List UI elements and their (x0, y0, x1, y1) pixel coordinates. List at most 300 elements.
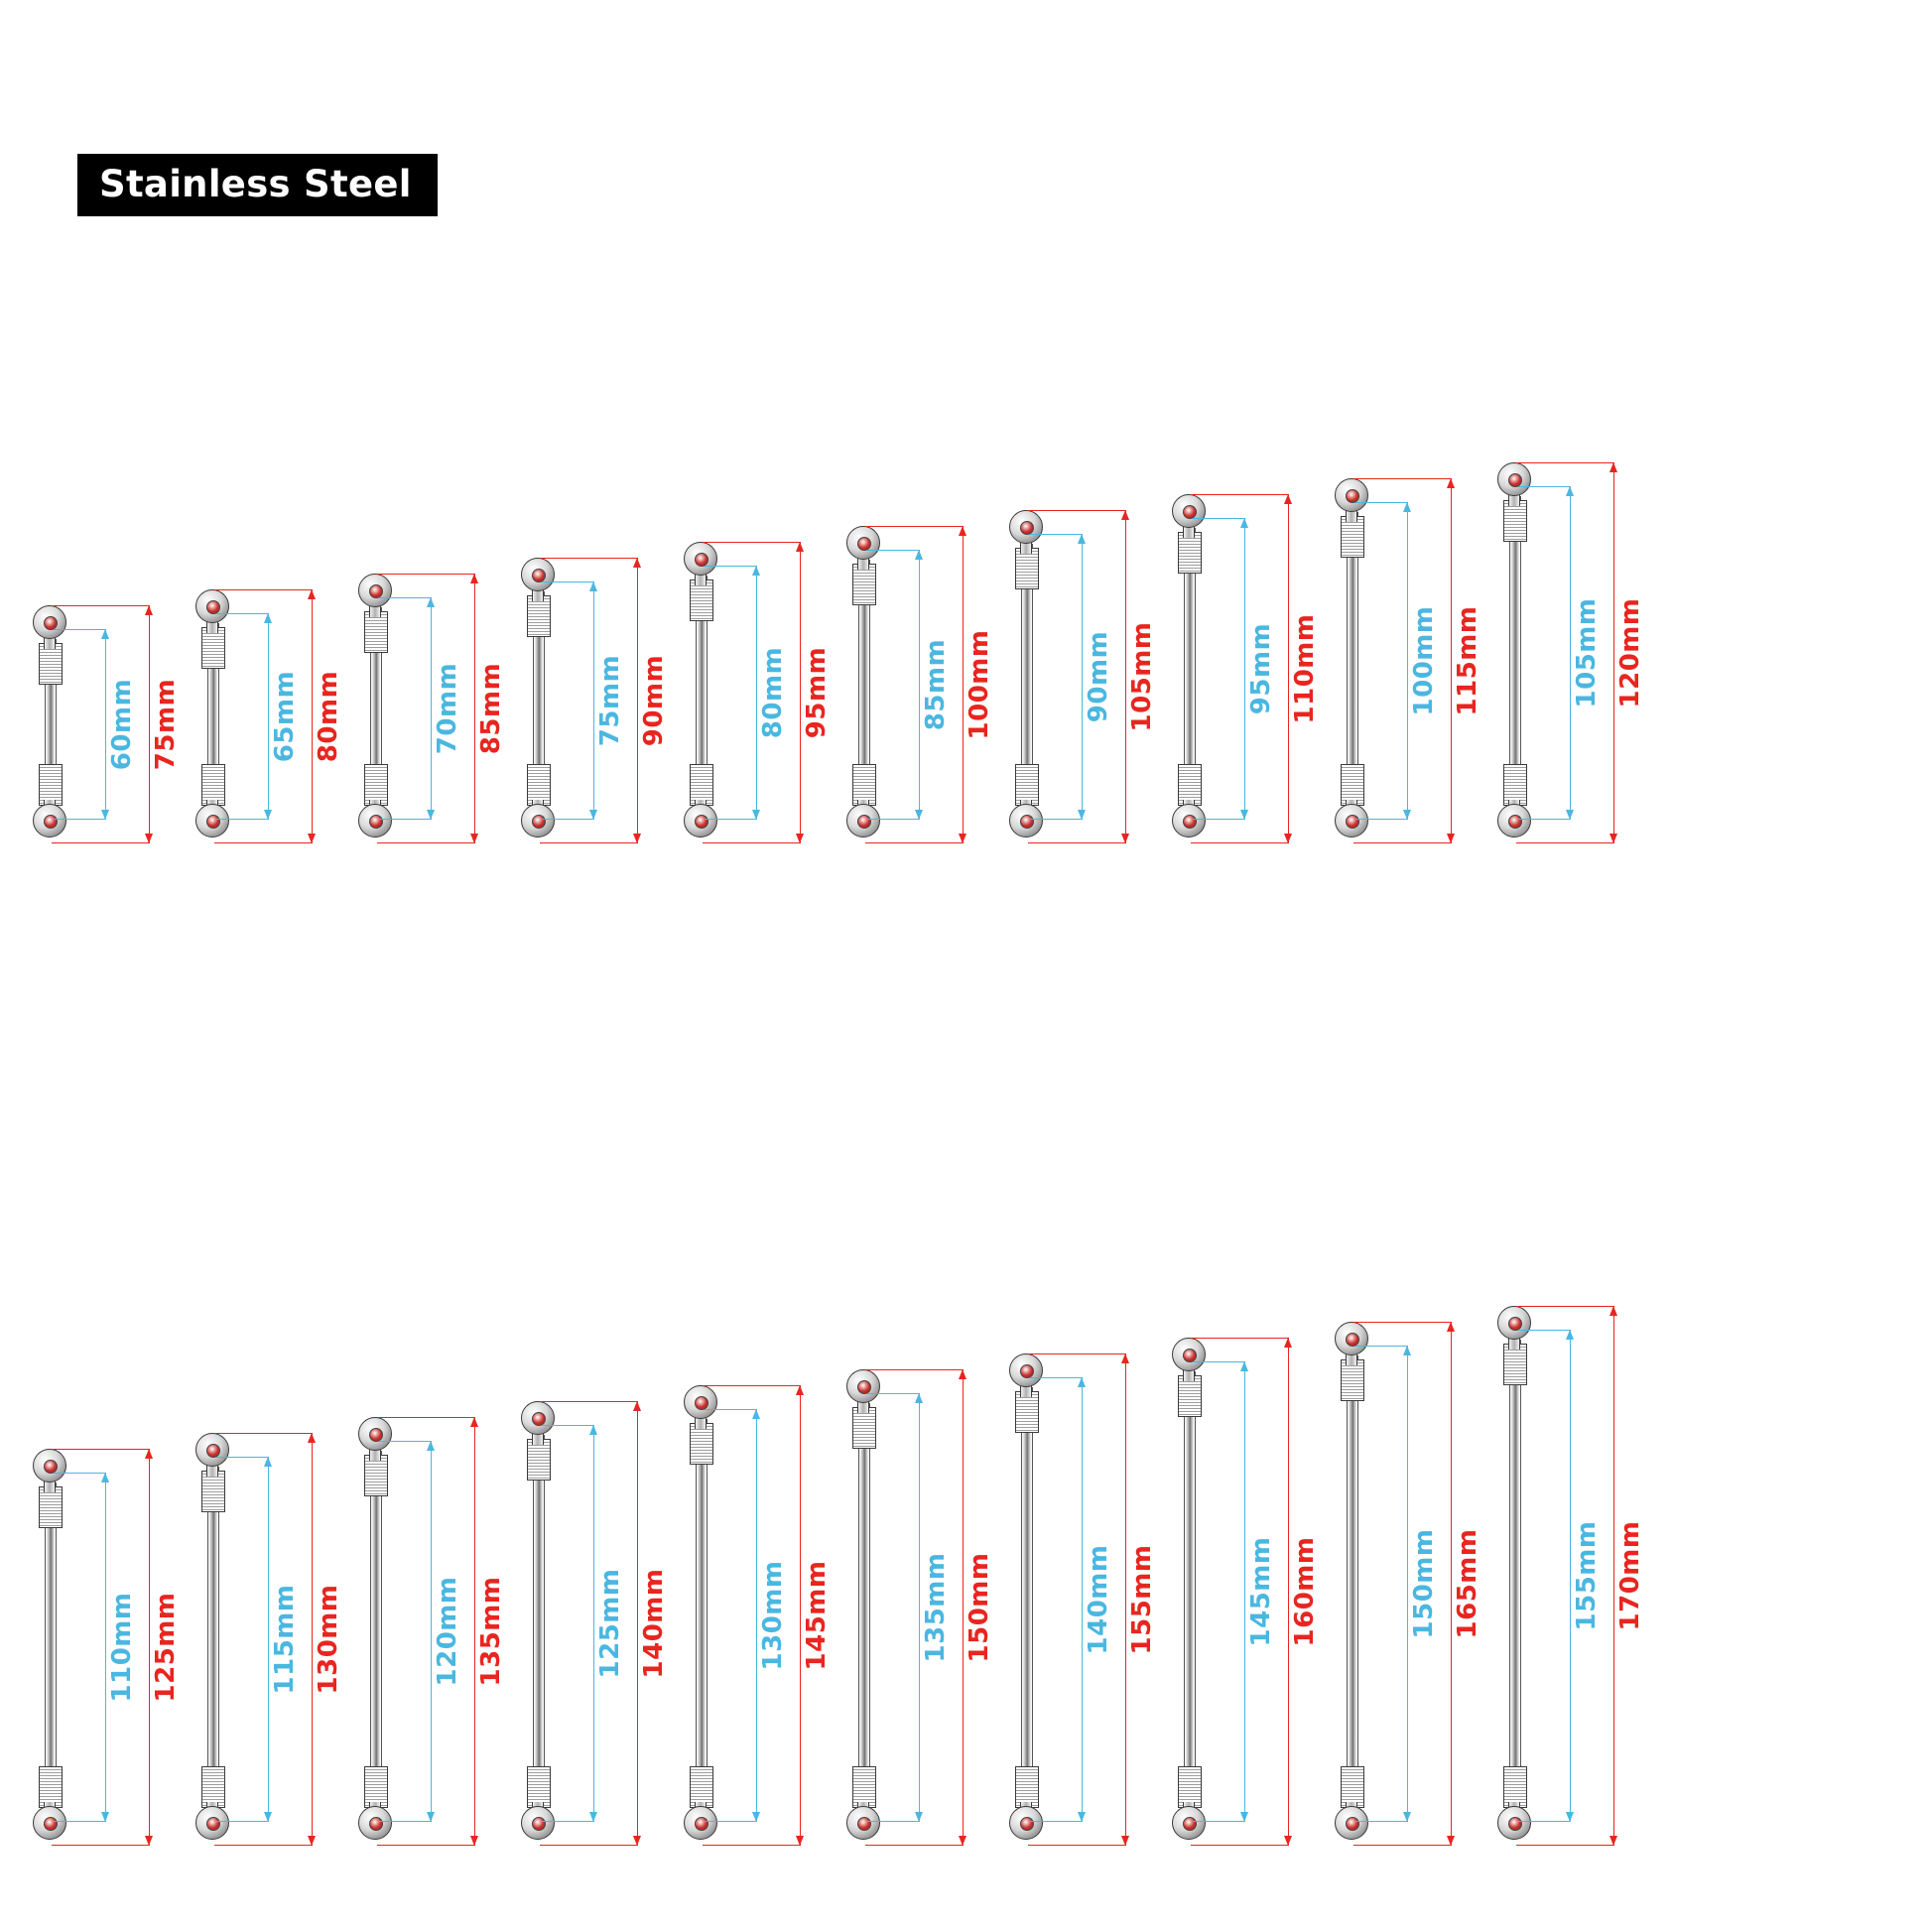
threaded-collar (364, 611, 388, 653)
turnbuckle-rod (841, 526, 887, 843)
dimension-label: 120mm (1615, 597, 1645, 708)
dimension-line (963, 526, 964, 843)
outer-dimension (1613, 462, 1647, 843)
inner-dimension (919, 550, 953, 820)
dimension-extension-line (1191, 494, 1288, 495)
eyelet-ring (1009, 804, 1043, 837)
dimension-label: 135mm (476, 1576, 506, 1687)
dimension-extension-line (377, 1845, 474, 1846)
dimension-extension-line (1191, 842, 1288, 843)
threaded-collar (1341, 1359, 1364, 1401)
dimension-extension-line (54, 629, 105, 630)
dimension-extension-line (1191, 1845, 1288, 1846)
dimension-line (1125, 510, 1126, 843)
dimension-arrow-icon (1121, 510, 1129, 520)
dimension-extension-line (1030, 1377, 1082, 1378)
inner-dimension (756, 1409, 790, 1822)
dimension-label: 160mm (1290, 1536, 1320, 1647)
ball-end-eyelet (358, 804, 394, 843)
dimension-extension-line (216, 613, 268, 614)
inner-dimension (1407, 1346, 1441, 1822)
dimension-line (149, 605, 150, 843)
pivot-ball-icon (857, 1380, 871, 1394)
pivot-ball-icon (44, 1460, 58, 1474)
turnbuckle-rod (191, 1433, 236, 1846)
dimension-extension-line (542, 581, 593, 582)
dimension-line (1613, 462, 1614, 843)
dimension-arrow-icon (470, 834, 478, 843)
dimension-arrow-icon (101, 1473, 109, 1482)
size-variant (191, 1433, 343, 1846)
dimension-label: 125mm (151, 1592, 181, 1703)
dimension-arrow-icon (470, 1836, 478, 1846)
dimension-arrow-icon (427, 810, 435, 820)
dimension-arrow-icon (1121, 1353, 1129, 1363)
outer-dimension (1288, 1338, 1322, 1846)
dimension-extension-line (379, 1441, 431, 1442)
dimension-label: 80mm (758, 646, 788, 739)
ball-end-eyelet (33, 1449, 68, 1488)
rod-shaft (858, 1403, 870, 1812)
rod-shaft (1347, 1355, 1358, 1812)
dimension-label: 135mm (921, 1552, 951, 1663)
size-variant (28, 605, 181, 843)
inner-dimension (1082, 1377, 1115, 1822)
eyelet-ring (33, 804, 66, 837)
turnbuckle-rod (516, 1401, 562, 1846)
dimension-extension-line (1516, 1845, 1613, 1846)
dimension-arrow-icon (264, 810, 272, 820)
dimension-label: 95mm (802, 646, 832, 739)
turnbuckle-rod (1330, 478, 1375, 843)
outer-dimension (474, 1417, 508, 1846)
dimension-arrow-icon (145, 834, 153, 843)
dimension-arrow-icon (1609, 462, 1617, 472)
eyelet-ring (1497, 462, 1531, 496)
dimension-arrow-icon (1240, 1812, 1248, 1822)
dimension-extension-line (705, 1821, 756, 1822)
dimension-extension-line (379, 1821, 431, 1822)
turnbuckle-rod (191, 589, 236, 843)
dimension-extension-line (705, 819, 756, 820)
eyelet-ring (684, 1806, 717, 1840)
dimension-extension-line (1028, 1845, 1125, 1846)
dimension-extension-line (52, 1845, 149, 1846)
dimension-line (1570, 1330, 1571, 1822)
dimension-arrow-icon (427, 1441, 435, 1451)
pivot-ball-icon (532, 1412, 546, 1426)
dimension-label: 150mm (965, 1552, 994, 1663)
eyelet-ring (195, 589, 229, 623)
dimension-label: 95mm (1246, 622, 1276, 715)
dimension-label: 110mm (107, 1592, 137, 1703)
turnbuckle-rod (1492, 1306, 1538, 1846)
dimension-line (105, 629, 106, 820)
dimension-arrow-icon (308, 834, 316, 843)
rod-shaft (370, 1451, 382, 1812)
ball-end-eyelet (195, 1433, 231, 1473)
pivot-ball-icon (369, 1817, 383, 1831)
eyelet-ring (521, 1806, 555, 1840)
dimension-line (312, 589, 313, 843)
dimension-arrow-icon (308, 1836, 316, 1846)
dimension-extension-line (1030, 534, 1082, 535)
turnbuckle-rod (1167, 1338, 1213, 1846)
eyelet-ring (684, 542, 717, 576)
eyelet-ring (358, 804, 392, 837)
eyelet-ring (195, 804, 229, 837)
pivot-ball-icon (1508, 1317, 1522, 1331)
dimension-arrow-icon (427, 597, 435, 607)
dimension-extension-line (214, 589, 312, 590)
turnbuckle-rod (1492, 462, 1538, 843)
dimension-arrow-icon (589, 810, 597, 820)
ball-end-eyelet (1172, 804, 1208, 843)
dimension-arrow-icon (1240, 1361, 1248, 1371)
inner-dimension (1407, 502, 1441, 820)
dimension-extension-line (377, 1417, 474, 1418)
dimension-line (756, 1409, 757, 1822)
dimension-line (268, 613, 269, 820)
pivot-ball-icon (206, 1817, 220, 1831)
eyelet-ring (684, 804, 717, 837)
dimension-extension-line (703, 842, 800, 843)
dimension-arrow-icon (1403, 502, 1411, 512)
dimension-extension-line (1193, 819, 1244, 820)
dimension-extension-line (1516, 842, 1613, 843)
dimension-line (431, 1441, 432, 1822)
threaded-collar (1503, 1344, 1527, 1385)
dimension-arrow-icon (589, 1425, 597, 1435)
dimension-arrow-icon (633, 834, 641, 843)
eyelet-ring (1335, 804, 1368, 837)
ball-end-eyelet (1335, 804, 1370, 843)
turnbuckle-rod (1330, 1322, 1375, 1846)
dimension-label: 75mm (595, 654, 625, 747)
dimension-arrow-icon (1121, 834, 1129, 843)
turnbuckle-rod (1167, 494, 1213, 843)
ball-end-eyelet (1335, 1806, 1370, 1846)
dimension-extension-line (1355, 1346, 1407, 1347)
dimension-extension-line (379, 597, 431, 598)
pivot-ball-icon (695, 1396, 708, 1410)
size-variant (1492, 1306, 1645, 1846)
dimension-arrow-icon (1284, 494, 1292, 504)
inner-dimension (105, 629, 139, 820)
pivot-ball-icon (206, 815, 220, 829)
pivot-ball-icon (206, 600, 220, 614)
outer-dimension (963, 526, 996, 843)
outer-dimension (474, 574, 508, 843)
dimension-extension-line (214, 1433, 312, 1434)
ball-end-eyelet (1009, 1806, 1045, 1846)
dimension-line (1288, 494, 1289, 843)
ball-end-eyelet (1172, 1338, 1208, 1377)
size-variant (1330, 1322, 1482, 1846)
dimension-line (474, 574, 475, 843)
dimension-line (1082, 534, 1083, 820)
ball-end-eyelet (33, 804, 68, 843)
pivot-ball-icon (1183, 815, 1197, 829)
dimension-arrow-icon (752, 1409, 760, 1419)
dimension-extension-line (1353, 478, 1451, 479)
threaded-collar (39, 1486, 63, 1528)
eyelet-ring (1497, 804, 1531, 837)
dimension-extension-line (867, 1393, 919, 1394)
threaded-collar (690, 1423, 713, 1465)
dimension-extension-line (703, 1845, 800, 1846)
outer-dimension (637, 1401, 671, 1846)
outer-dimension (1451, 478, 1484, 843)
rod-shaft (1509, 496, 1521, 810)
dimension-arrow-icon (101, 810, 109, 820)
dimension-extension-line (52, 605, 149, 606)
eyelet-ring (846, 1369, 880, 1403)
ball-end-eyelet (521, 1806, 557, 1846)
threaded-collar (852, 1407, 876, 1449)
size-variant (1004, 1353, 1157, 1846)
eyelet-ring (358, 1806, 392, 1840)
dimension-arrow-icon (264, 1812, 272, 1822)
page-title: Stainless Steel (77, 154, 438, 216)
outer-dimension (637, 558, 671, 843)
ball-end-eyelet (684, 542, 719, 581)
turnbuckle-rod (28, 1449, 73, 1846)
dimension-line (1613, 1306, 1614, 1846)
dimension-extension-line (865, 1845, 963, 1846)
pivot-ball-icon (1508, 473, 1522, 487)
size-variant (1004, 510, 1157, 843)
dimension-line (756, 566, 757, 820)
ball-end-eyelet (846, 804, 882, 843)
rod-shaft (207, 1467, 219, 1812)
pivot-ball-icon (532, 815, 546, 829)
dimension-label: 130mm (314, 1584, 343, 1695)
dimension-arrow-icon (1447, 1322, 1455, 1332)
inner-dimension (756, 566, 790, 820)
size-variant (191, 589, 343, 843)
ball-end-eyelet (195, 804, 231, 843)
turnbuckle-rod (1004, 1353, 1050, 1846)
dimension-extension-line (216, 819, 268, 820)
threaded-collar (1178, 532, 1202, 574)
inner-dimension (268, 613, 302, 820)
size-variant (1167, 1338, 1320, 1846)
dimension-extension-line (867, 819, 919, 820)
outer-dimension (149, 1449, 183, 1846)
dimension-line (919, 1393, 920, 1822)
ball-end-eyelet (521, 558, 557, 597)
inner-dimension (268, 1457, 302, 1822)
dimension-label: 105mm (1127, 621, 1157, 732)
ball-end-eyelet (358, 1417, 394, 1457)
dimension-extension-line (865, 842, 963, 843)
dimension-arrow-icon (470, 1417, 478, 1427)
dimension-arrow-icon (959, 1369, 966, 1379)
dimension-arrow-icon (796, 542, 804, 552)
ball-end-eyelet (195, 1806, 231, 1846)
size-variant (679, 542, 832, 843)
dimension-arrow-icon (752, 566, 760, 576)
dimension-line (800, 542, 801, 843)
eyelet-ring (521, 558, 555, 591)
dimension-arrow-icon (427, 1812, 435, 1822)
eyelet-ring (846, 804, 880, 837)
threaded-collar (852, 564, 876, 605)
outer-dimension (1125, 510, 1159, 843)
dimension-label: 120mm (433, 1576, 462, 1687)
dimension-label: 70mm (433, 662, 462, 755)
inner-dimension (1244, 518, 1278, 820)
rod-shaft (1021, 1387, 1033, 1812)
dimension-arrow-icon (1240, 518, 1248, 528)
dimension-label: 85mm (476, 662, 506, 755)
dimension-label: 90mm (639, 654, 669, 747)
dimension-extension-line (377, 574, 474, 575)
ball-end-eyelet (521, 804, 557, 843)
eyelet-ring (1335, 1806, 1368, 1840)
ball-end-eyelet (1497, 1806, 1533, 1846)
dimension-arrow-icon (959, 1836, 966, 1846)
dimension-extension-line (1030, 819, 1082, 820)
ball-end-eyelet (1497, 1306, 1533, 1346)
turnbuckle-rod (353, 1417, 399, 1846)
dimension-line (268, 1457, 269, 1822)
dimension-extension-line (1518, 1821, 1570, 1822)
dimension-extension-line (1191, 1338, 1288, 1339)
pivot-ball-icon (369, 815, 383, 829)
pivot-ball-icon (695, 553, 708, 567)
size-variant (353, 574, 506, 843)
ball-end-eyelet (358, 574, 394, 613)
pivot-ball-icon (857, 815, 871, 829)
dimension-line (1570, 486, 1571, 820)
dimension-arrow-icon (101, 1812, 109, 1822)
dimension-arrow-icon (470, 574, 478, 583)
size-variant (841, 526, 994, 843)
ball-end-eyelet (33, 1806, 68, 1846)
dimension-label: 60mm (107, 678, 137, 771)
outer-dimension (800, 1385, 834, 1846)
dimension-line (474, 1417, 475, 1846)
dimension-extension-line (705, 1409, 756, 1410)
dimension-arrow-icon (308, 1433, 316, 1443)
eyelet-ring (33, 1449, 66, 1482)
eyelet-ring (33, 1806, 66, 1840)
dimension-arrow-icon (1447, 478, 1455, 488)
dimension-arrow-icon (1240, 810, 1248, 820)
dimension-extension-line (865, 1369, 963, 1370)
dimension-label: 145mm (802, 1560, 832, 1671)
dimension-extension-line (1353, 1845, 1451, 1846)
dimension-arrow-icon (1403, 810, 1411, 820)
dimension-arrow-icon (1566, 810, 1574, 820)
ball-end-eyelet (1497, 804, 1533, 843)
turnbuckle-rod (516, 558, 562, 843)
dimension-arrow-icon (1403, 1812, 1411, 1822)
pivot-ball-icon (695, 815, 708, 829)
ball-end-eyelet (846, 526, 882, 566)
dimension-extension-line (703, 1385, 800, 1386)
eyelet-ring (195, 1433, 229, 1467)
dimension-arrow-icon (796, 1836, 804, 1846)
dimension-line (800, 1385, 801, 1846)
dimension-arrow-icon (633, 1401, 641, 1411)
dimension-arrow-icon (633, 1836, 641, 1846)
turnbuckle-rod (28, 605, 73, 843)
dimension-arrow-icon (915, 810, 923, 820)
dimension-extension-line (1516, 462, 1613, 463)
dimension-line (1244, 1361, 1245, 1822)
dimension-label: 125mm (595, 1568, 625, 1679)
dimension-extension-line (1193, 1821, 1244, 1822)
dimension-arrow-icon (101, 629, 109, 639)
threaded-collar (1178, 1375, 1202, 1417)
size-variant (841, 1369, 994, 1846)
dimension-extension-line (542, 1425, 593, 1426)
ball-end-eyelet (1497, 462, 1533, 502)
threaded-collar (1015, 548, 1039, 589)
pivot-ball-icon (1508, 815, 1522, 829)
dimension-extension-line (377, 842, 474, 843)
pivot-ball-icon (44, 815, 58, 829)
eyelet-ring (846, 526, 880, 560)
dimension-arrow-icon (1609, 1306, 1617, 1316)
dimension-extension-line (1518, 819, 1570, 820)
pivot-ball-icon (1508, 1817, 1522, 1831)
dimension-label: 170mm (1615, 1520, 1645, 1631)
pivot-ball-icon (1183, 505, 1197, 519)
size-variant (1330, 478, 1482, 843)
outer-dimension (312, 1433, 345, 1846)
dimension-line (963, 1369, 964, 1846)
dimension-label: 165mm (1453, 1528, 1482, 1639)
dimension-arrow-icon (1447, 1836, 1455, 1846)
ball-end-eyelet (684, 1385, 719, 1425)
dimension-extension-line (703, 542, 800, 543)
dimension-arrow-icon (1609, 834, 1617, 843)
size-variant (516, 558, 669, 843)
pivot-ball-icon (1346, 1333, 1359, 1347)
inner-dimension (1244, 1361, 1278, 1822)
pivot-ball-icon (1020, 1817, 1034, 1831)
threaded-collar (527, 595, 551, 637)
eyelet-ring (1172, 804, 1206, 837)
dimension-extension-line (1355, 502, 1407, 503)
dimension-extension-line (54, 1821, 105, 1822)
threaded-collar (1341, 516, 1364, 558)
turnbuckle-rod (353, 574, 399, 843)
size-variant (679, 1385, 832, 1846)
dimension-extension-line (1516, 1306, 1613, 1307)
eyelet-ring (1335, 478, 1368, 512)
dimension-arrow-icon (752, 810, 760, 820)
inner-dimension (431, 597, 464, 820)
eyelet-ring (195, 1806, 229, 1840)
dimension-arrow-icon (145, 605, 153, 615)
ball-end-eyelet (1172, 494, 1208, 534)
dimension-arrow-icon (915, 1812, 923, 1822)
dimension-arrow-icon (915, 550, 923, 560)
dimension-arrow-icon (1566, 1812, 1574, 1822)
dimension-label: 110mm (1290, 613, 1320, 724)
pivot-ball-icon (532, 569, 546, 582)
dimension-extension-line (1030, 1821, 1082, 1822)
dimension-extension-line (216, 1821, 268, 1822)
threaded-collar (1503, 500, 1527, 542)
rod-shaft (696, 1419, 708, 1812)
dimension-arrow-icon (308, 589, 316, 599)
